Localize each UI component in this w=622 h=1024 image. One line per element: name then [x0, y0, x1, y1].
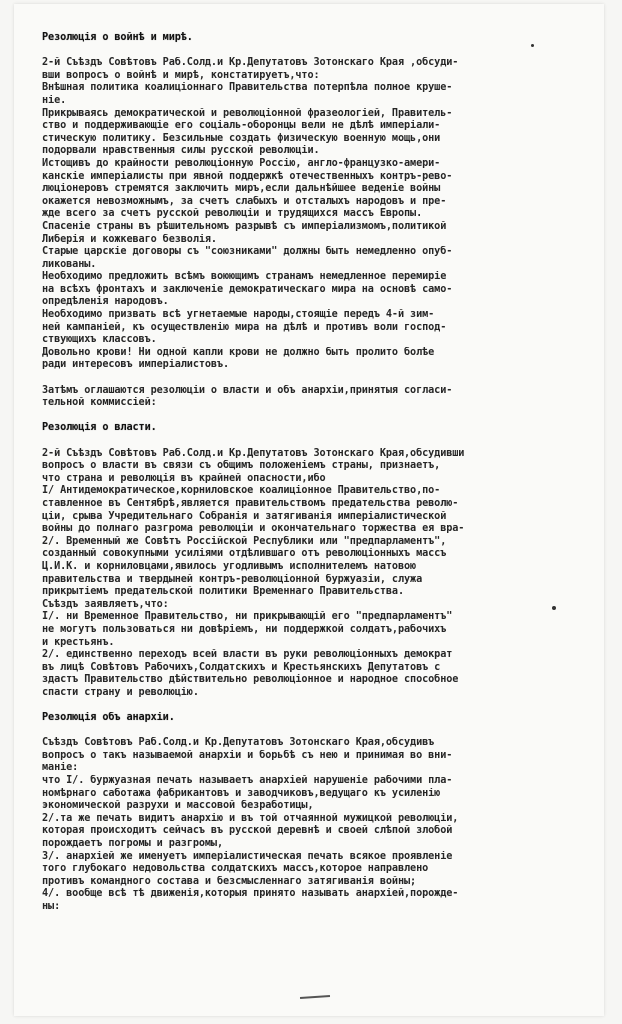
text-line: противъ командного состава и безсмысленнаго затягиванія войны; [42, 875, 417, 887]
text-line: Довольно крови! Ни одной капли крови не должно быть пролито болѣе [42, 346, 435, 358]
text-line: ставленное въ Сентябрѣ,является правительствомъ предательства револю- [42, 497, 459, 509]
heading-power: Резолюція о власти. [42, 422, 157, 434]
text-line: которая происходитъ сейчасъ въ русской деревнѣ и своей слѣпой злобой [42, 825, 453, 837]
text-line: вопросъ о такъ называемой анархіи и борьбѣ съ нею и принимая во вни- [42, 749, 453, 761]
text-line: I/. ни Временное Правительство, ни прикрывающій его "предпарламентъ" [42, 611, 453, 623]
text-line: Необходимо призвать всѣ угнетаемые народы,стоящіе передъ 4-й зим- [42, 309, 435, 321]
text-line: 2-й Съѣздъ Совѣтовъ Раб.Солд.и Кр.Депутатовъ Зотонскаго Края ,обсуди- [42, 57, 459, 69]
heading-anarchy: Резолюція объ анархіи. [42, 712, 175, 724]
text-line: I/ Антидемократическое,корниловское коалиціонное Правительство,по- [42, 485, 441, 497]
text-line: Необходимо предложить всѣмъ воюющимъ странамъ немедленное перемиріе [42, 271, 447, 283]
text-line: экономической разрухи и массовой безработицы, [42, 800, 314, 812]
text-line: ство и поддерживающіе его соціаль-оборонцы вели не дѣлѣ имперіали- [42, 120, 441, 132]
section-power [42, 448, 602, 700]
text-line: Съѣздъ Совѣтовъ Раб.Солд.и Кр.Депутатовъ Зотонскаго Края,обсудивъ [42, 737, 435, 749]
text-line: 3/. анархіей же именуетъ имперіалистическая печать всякое проявленіе [42, 850, 453, 862]
text-line: номѣрнаго саботажа фабрикантовъ и заводчиковъ,ведущаго къ усиленію [42, 787, 441, 799]
typewritten-text [42, 32, 602, 914]
text-line: что страна и революція въ крайней опасности,ибо [42, 472, 326, 484]
text-line: ны: [42, 900, 61, 912]
text-line: люціонеровъ стремятся заключить миръ,если дальнѣйшее веденіе войны [42, 183, 441, 195]
text-line: спасти страну и революцію. [42, 686, 199, 698]
text-line: здастъ Правительство дѣйствительно революціонное и народное способное [42, 674, 459, 686]
text-line: Затѣмъ оглашаются резолюціи о власти и объ анархіи,принятыя согласи- [42, 384, 453, 396]
text-line: Либерія и кожкеваго безволія. [42, 233, 217, 245]
text-line: ніе. [42, 94, 67, 106]
text-line: Старые царскіе договоры съ "союзниками" должны быть немедленно опуб- [42, 246, 453, 258]
text-line: не могутъ пользоваться ни довѣріемъ, ни поддержкой солдатъ,рабочихъ [42, 623, 447, 635]
text-line: 4/. вообще всѣ тѣ движенія,которыя принято называть анархіей,порожде- [42, 888, 459, 900]
text-line: подорвали нравственныя силы русской революціи. [42, 145, 320, 157]
text-line: въ лицѣ Совѣтовъ Рабочихъ,Солдатскихъ и Крестьянскихъ Депутатовъ с [42, 661, 441, 673]
text-line: ціи, срыва Учредительнаго Собранія и затягиванія имперіалистической [42, 510, 447, 522]
section-anarchy [42, 737, 602, 913]
text-line: ликованы. [42, 258, 97, 270]
text-line: тельной коммиссіей: [42, 397, 157, 409]
text-line: и крестьянъ. [42, 636, 115, 648]
section-announcement [42, 385, 602, 410]
text-line: Истощивъ до крайности революціонную Россію, англо-французко-амери- [42, 157, 441, 169]
text-line: того глубокаго недовольства солдатскихъ массъ,которое направлено [42, 863, 429, 875]
text-line: Прикрываясь демократической и революціонной фразеологіей, Правитель- [42, 107, 453, 119]
text-line: канскіе имперіалисты при явной поддержкѣ отечественныхъ контръ-рево- [42, 170, 453, 182]
text-line: порождаетъ погромы и разгромы, [42, 838, 224, 849]
text-line: правительства и твердыней контръ-революціонной буржуазіи, служа [42, 573, 423, 585]
text-line: ради интересовъ имперіалистовъ. [42, 359, 230, 371]
text-line: ней кампаніей, къ осуществленію мира на дѣлѣ и противъ воли господ- [42, 321, 447, 333]
text-line: стическую политику. Безсильные создать физическую военную мощь,они [42, 132, 441, 144]
text-line: что I/. буржуазная печать называетъ анархіей нарушеніе рабочими пла- [42, 775, 453, 787]
text-line: опредѣленія народовъ. [42, 296, 169, 308]
heading-war-peace: Резолюція о войнѣ и мирѣ. [42, 32, 193, 43]
text-line: 2/. единственно переходъ всей власти въ руки революціонныхъ демократ [42, 649, 453, 661]
text-line: Внѣшная политика коалиціоннаго Правительства потерпѣла полное круше- [42, 82, 453, 94]
text-line: окажется невозможнымъ, за счетъ слабыхъ и отсталыхъ народовъ и пре- [42, 195, 447, 207]
text-line: вши вопросъ о войнѣ и мирѣ, констатируетъ,что: [42, 69, 320, 81]
text-line: 2/. Временный же Совѣтъ Россійской Республики или "предпарламентъ", [42, 535, 447, 547]
text-line: ствующихъ классовъ. [42, 334, 157, 346]
text-line: на всѣхъ фронтахъ и заключеніе демократическаго мира на основѣ само- [42, 283, 453, 295]
text-line: Спасеніе страны въ рѣшительномъ разрывѣ съ имперіализмомъ,политикой [42, 220, 447, 232]
text-line: Съѣздъ заявляетъ,что: [42, 598, 169, 610]
text-line: 2-й Съѣздъ Совѣтовъ Раб.Солд.и Кр.Депутатовъ Зотонскаго Края,обсудивши [42, 447, 465, 459]
text-line: 2/.та же печать видитъ анархію и въ той отчаянной мужицкой революціи, [42, 812, 459, 824]
text-line: прикрытіемъ предательской политики Временнаго Правительства. [42, 586, 405, 598]
text-line: Ц.И.К. и корниловцами,явилось угодливымъ исполнителемъ натовою [42, 560, 417, 572]
section-war-peace [42, 57, 602, 372]
text-line: жде всего за счетъ русской революціи и трудящихся массъ Европы. [42, 208, 423, 220]
text-line: созданный совокупными усиліями отдѣлившаго отъ революціонныхъ массъ [42, 548, 447, 560]
text-line: маніе: [42, 762, 79, 774]
text-line: вопросъ о власти въ связи съ общимъ положеніемъ страны, признаетъ, [42, 460, 441, 472]
text-line: войны до полнаго разгрома революціи и окончательнаго торжества ея вра- [42, 523, 465, 535]
